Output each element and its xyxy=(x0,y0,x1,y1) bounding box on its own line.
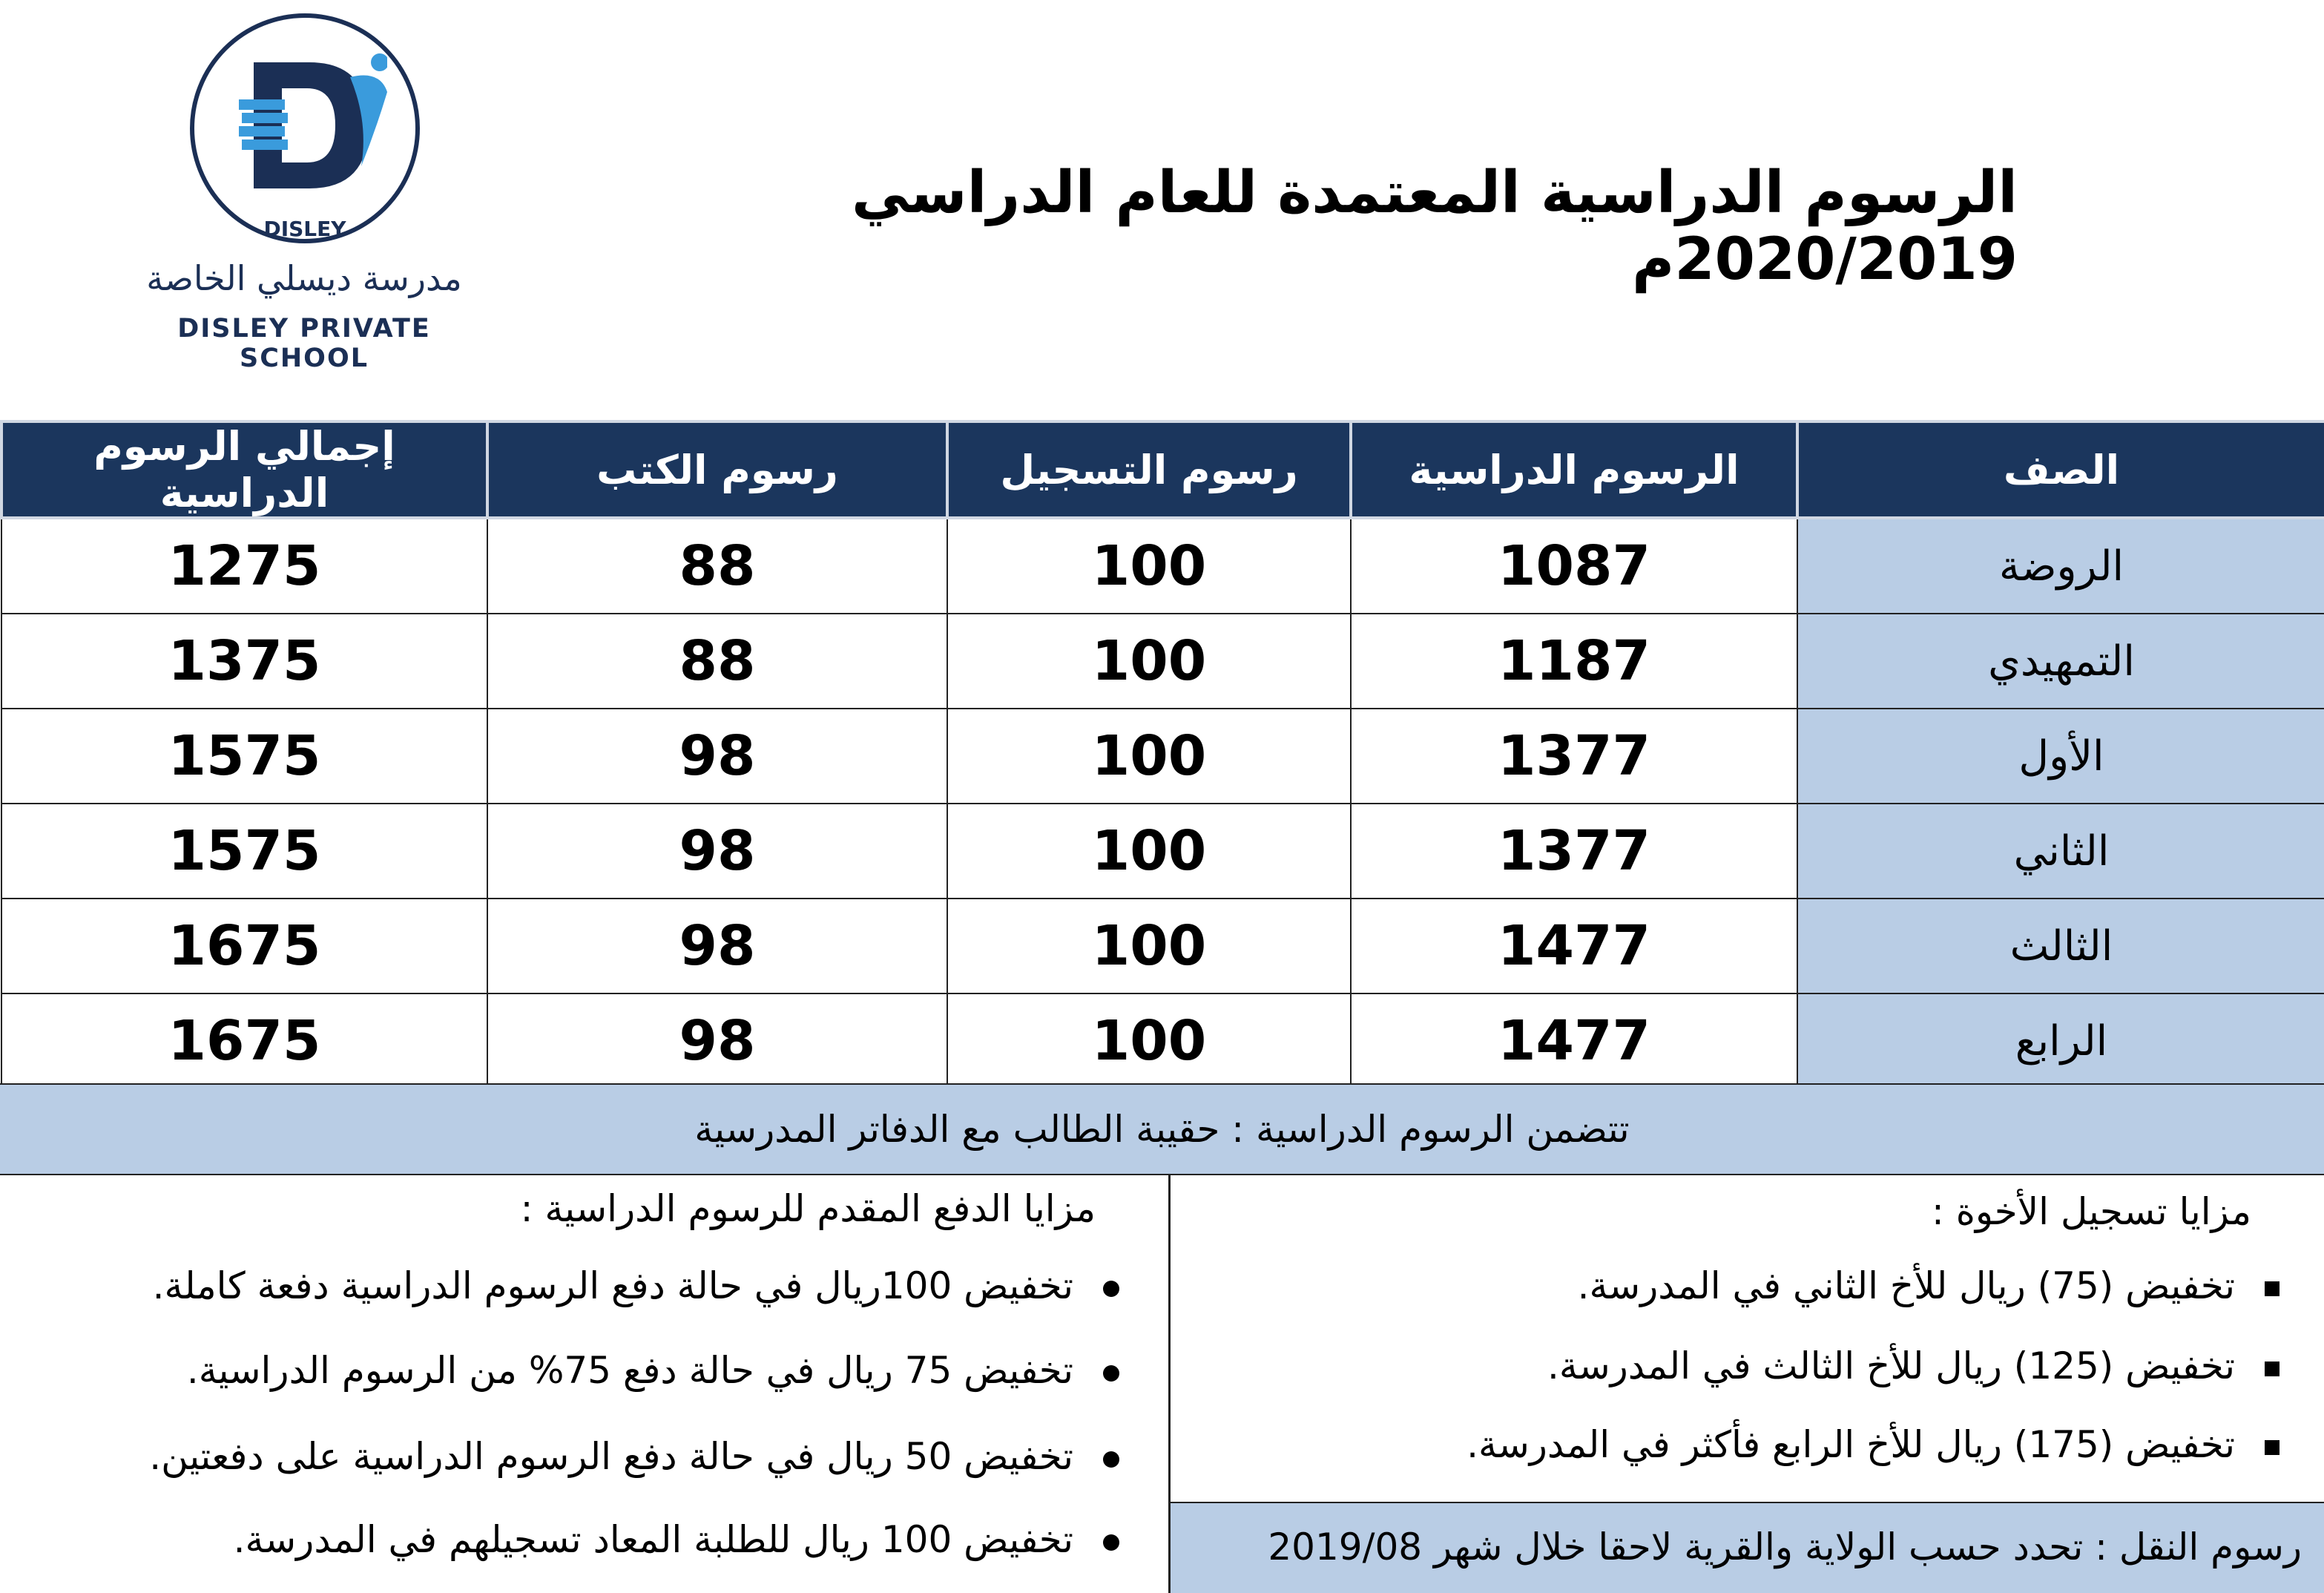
list-item-text: تخفيض (125) ريال للأخ الثالث في المدرسة. xyxy=(1547,1344,2235,1387)
advance-payment-panel xyxy=(0,1175,1171,1593)
cell-total: 1575 xyxy=(1,709,487,804)
cell-tuition: 1087 xyxy=(1351,518,1797,614)
dot-bullet-icon xyxy=(1103,1365,1119,1382)
page-title: الرسوم الدراسية المعتمدة للعام الدراسي 2020/2019م xyxy=(851,160,2018,293)
header-total: إجمالي الرسوم الدراسية xyxy=(1,421,487,518)
list-item xyxy=(234,1518,1119,1561)
header-tuition: الرسوم الدراسية xyxy=(1351,421,1797,518)
header-registration: رسوم التسجيل xyxy=(947,421,1351,518)
list-item xyxy=(1467,1423,2279,1466)
cell-total: 1575 xyxy=(1,804,487,899)
cell-books: 98 xyxy=(487,709,947,804)
cell-total: 1275 xyxy=(1,518,487,614)
list-item xyxy=(1578,1264,2279,1307)
cell-grade: التمهيدي xyxy=(1797,614,2324,709)
cell-grade: الثالث xyxy=(1797,899,2324,993)
logo-brand-text: DISLEY xyxy=(263,217,346,241)
cell-registration: 100 xyxy=(947,804,1351,899)
square-bullet-icon xyxy=(2265,1281,2279,1296)
list-item-text: تخفيض 100 ريال للطلبة المعاد تسجيلهم في المدرسة. xyxy=(233,1518,1073,1561)
cell-tuition: 1187 xyxy=(1351,614,1797,709)
table-row xyxy=(1,518,2324,614)
list-item-text: تخفيض 75 ريال في حالة دفع 75% من الرسوم الدراسية. xyxy=(186,1349,1073,1392)
header-grade: الصف xyxy=(1797,421,2324,518)
list-item-text: تخفيض 100ريال في حالة دفع الرسوم الدراسية دفعة كاملة. xyxy=(152,1264,1073,1307)
cell-registration: 100 xyxy=(947,899,1351,993)
logo-name-english: DISLEY PRIVATE SCHOOL xyxy=(177,314,431,373)
cell-tuition: 1477 xyxy=(1351,899,1797,993)
list-item xyxy=(149,1435,1119,1478)
cell-books: 88 xyxy=(487,614,947,709)
table-row xyxy=(1,899,2324,993)
header-books: رسوم الكتب xyxy=(487,421,947,518)
cell-registration: 100 xyxy=(947,993,1351,1088)
cell-tuition: 1477 xyxy=(1351,993,1797,1088)
siblings-heading: مزايا تسجيل الأخوة : xyxy=(1931,1190,2251,1233)
dot-bullet-icon xyxy=(1103,1451,1119,1468)
cell-registration: 100 xyxy=(947,518,1351,614)
dot-bullet-icon xyxy=(1103,1281,1119,1297)
dot-bullet-icon xyxy=(1103,1534,1119,1551)
cell-total: 1675 xyxy=(1,899,487,993)
cell-books: 88 xyxy=(487,518,947,614)
cell-total: 1675 xyxy=(1,993,487,1088)
list-item-text: تخفيض (175) ريال للأخ الرابع فأكثر في المدرسة. xyxy=(1467,1423,2235,1466)
cell-grade: الروضة xyxy=(1797,518,2324,614)
cell-books: 98 xyxy=(487,899,947,993)
advance-heading: مزايا الدفع المقدم للرسوم الدراسية : xyxy=(520,1187,1096,1230)
square-bullet-icon xyxy=(2265,1362,2279,1376)
logo-name-arabic: مدرسة ديسلي الخاصة xyxy=(146,258,462,298)
transport-fees-note: رسوم النقل : تحدد حسب الولاية والقرية لاحقا خلال شهر 2019/08 xyxy=(1171,1502,2324,1593)
cell-grade: الثاني xyxy=(1797,804,2324,899)
fees-table xyxy=(0,420,2324,1089)
table-row xyxy=(1,804,2324,899)
school-logo xyxy=(111,13,497,373)
table-header-row xyxy=(1,421,2324,518)
cell-total: 1375 xyxy=(1,614,487,709)
table-row xyxy=(1,614,2324,709)
cell-tuition: 1377 xyxy=(1351,709,1797,804)
cell-registration: 100 xyxy=(947,614,1351,709)
cell-tuition: 1377 xyxy=(1351,804,1797,899)
square-bullet-icon xyxy=(2265,1440,2279,1455)
list-item xyxy=(1547,1344,2279,1387)
list-item-text: تخفيض 50 ريال في حالة دفع الرسوم الدراسية على دفعتين. xyxy=(149,1435,1073,1478)
cell-grade: الأول xyxy=(1797,709,2324,804)
table-row xyxy=(1,709,2324,804)
cell-books: 98 xyxy=(487,993,947,1088)
list-item xyxy=(187,1349,1119,1392)
siblings-benefits-panel xyxy=(1171,1175,2324,1502)
cell-books: 98 xyxy=(487,804,947,899)
fees-includes-note: تتضمن الرسوم الدراسية : حقيبة الطالب مع الدفاتر المدرسية xyxy=(0,1083,2324,1175)
logo-circle xyxy=(190,13,420,243)
cell-registration: 100 xyxy=(947,709,1351,804)
list-item xyxy=(153,1264,1119,1307)
cell-grade: الرابع xyxy=(1797,993,2324,1088)
table-row xyxy=(1,993,2324,1088)
list-item-text: تخفيض (75) ريال للأخ الثاني في المدرسة. xyxy=(1577,1264,2235,1307)
logo-emblem-icon xyxy=(239,47,387,203)
